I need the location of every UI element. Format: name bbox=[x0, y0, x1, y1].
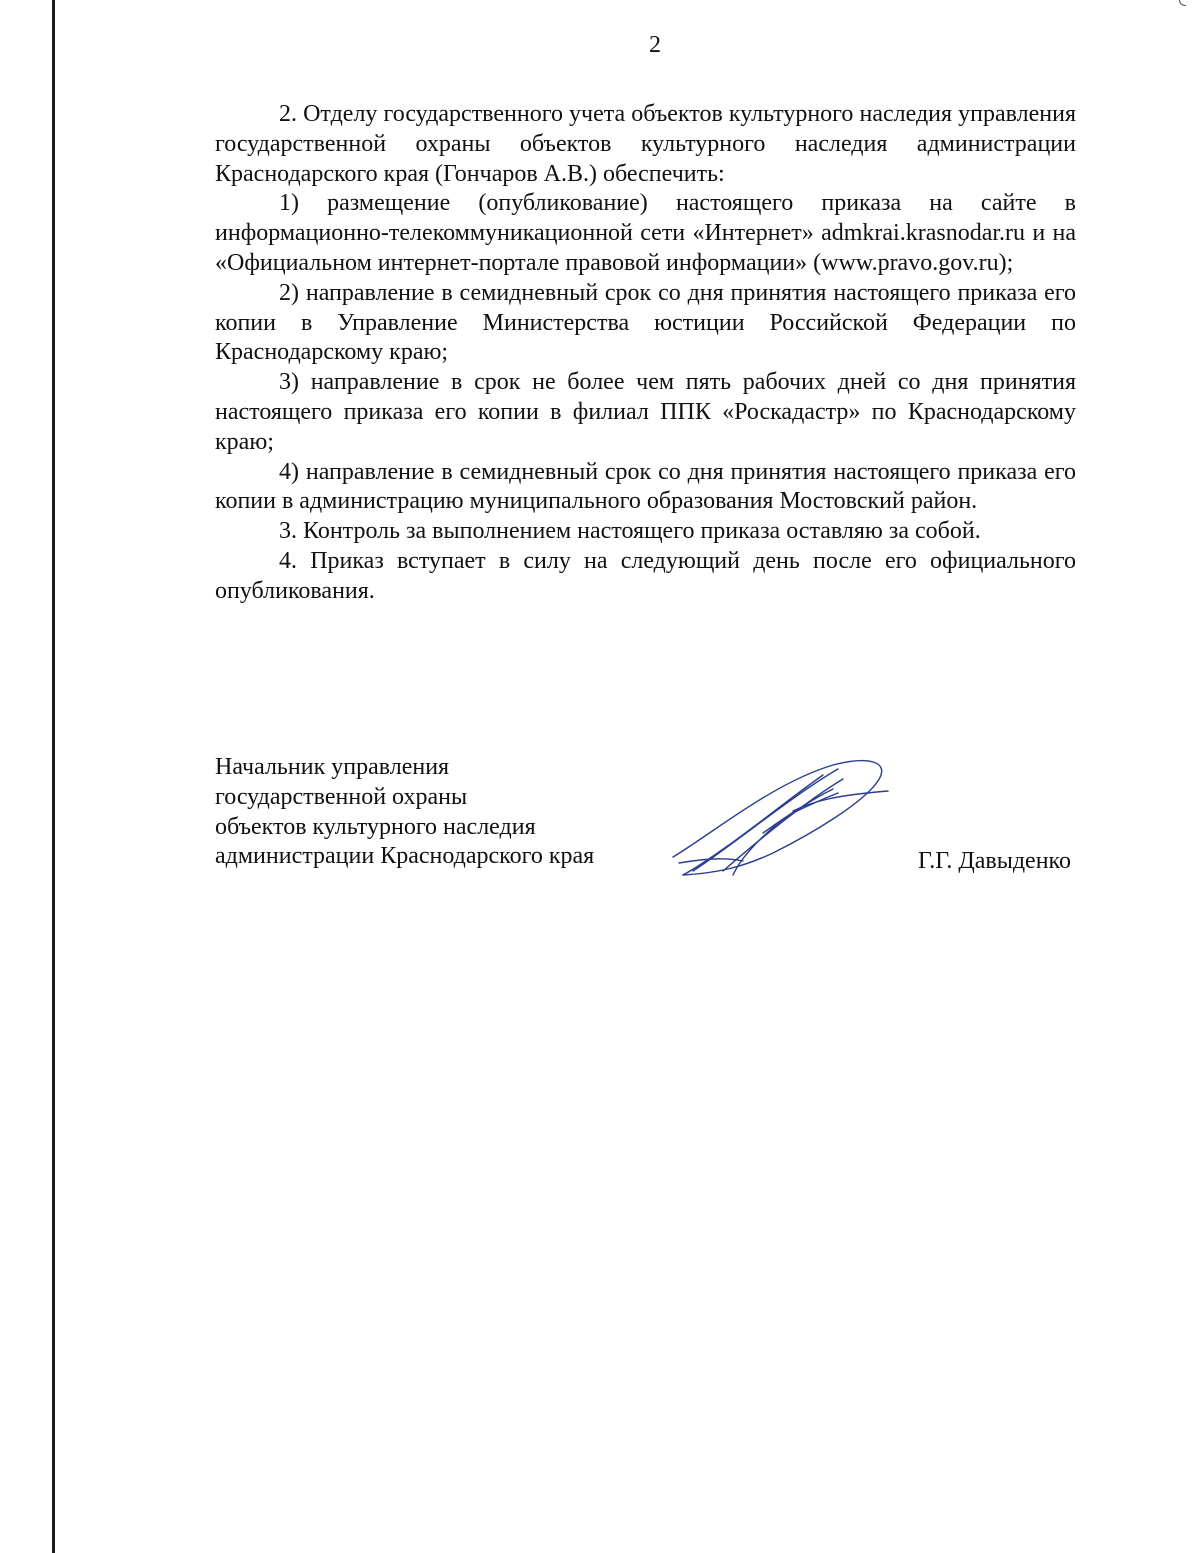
signer-position-line: Начальник управления bbox=[215, 754, 450, 780]
signer-position-line: государственной охраны bbox=[215, 783, 468, 810]
paragraph-item-3: 3. Контроль за выполнением настоящего приказа оставляю за собой. bbox=[279, 518, 981, 545]
paragraph-subitem-4: 4) направление в семидневный срок со дня принятия настоящего приказа его копии в администрацию муниципального образования Мостовский район. bbox=[215, 458, 1076, 515]
scan-corner-mark bbox=[1179, 0, 1186, 6]
signer-position-line: объектов культурного наследия bbox=[215, 813, 536, 840]
paragraph-subitem-3: 3) направление в срок не более чем пять рабочих дней со дня принятия настоящего приказа его копии в филиал ППК «Роскадастр» по Краснодарскому краю; bbox=[215, 369, 1076, 455]
paragraph-item-4: 4. Приказ вступает в силу на следующий день после его официального опубликования. bbox=[215, 547, 1076, 604]
signer-position-line: администрации Краснодарского края bbox=[215, 843, 595, 870]
order-body bbox=[215, 100, 1076, 607]
signer-name: Г.Г. Давыденко bbox=[918, 848, 1071, 874]
page-number: 2 bbox=[649, 32, 661, 58]
signer-position bbox=[215, 753, 594, 872]
paragraph-subitem-2: 2) направление в семидневный срок со дня принятия настоящего приказа его копии в Управление Министерства юстиции Российской Федерации по Краснодарскому краю; bbox=[215, 279, 1076, 366]
handwritten-signature bbox=[663, 753, 893, 883]
signature-block bbox=[215, 753, 1076, 893]
scan-left-edge bbox=[52, 0, 55, 1553]
paragraph-item-2: 2. Отделу государственного учета объектов культурного наследия управления государственной охраны объектов культурного наследия администрации Краснодарского края (Гончаров А.В.) обеспечить: bbox=[215, 101, 1076, 187]
paragraph-subitem-1: 1) размещение (опубликование) настоящего приказа на сайте в информационно-телекоммуникационной сети «Интернет» admkrai.krasnodar.ru и на «Официальном интернет-портале правовой информации» (www.pravo.gov.ru); bbox=[215, 190, 1076, 276]
